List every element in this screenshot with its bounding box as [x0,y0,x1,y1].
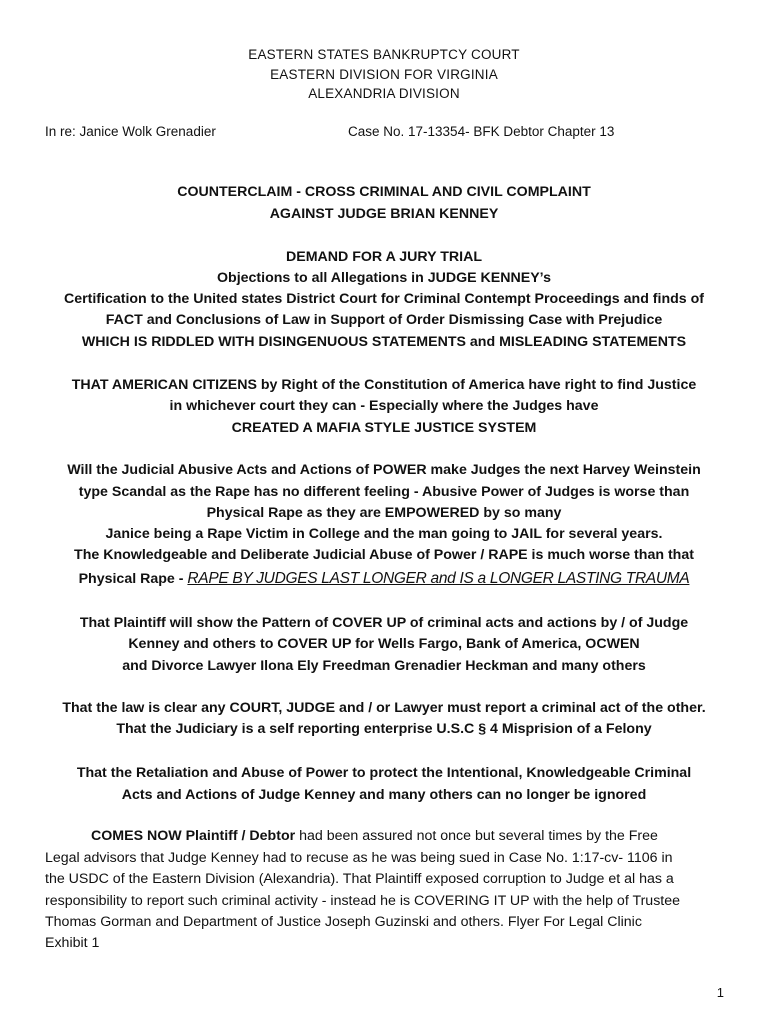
demand-line-4: FACT and Conclusions of Law in Support of Order Dismissing Case with Prejudice [105,312,663,328]
title-line-1: COUNTERCLAIM - CROSS CRIMINAL AND CIVIL COMPLAINT [177,184,591,200]
comes-now-line-1-rest: had been assured not once but several times by the Free [295,828,658,844]
coverup-line-3: and Divorce Lawyer Ilona Ely Freedman Grenadier Heckman and many others [122,658,646,674]
retaliation-line-1: That the Retaliation and Abuse of Power to protect the Intentional, Knowledgeable Criminal [76,765,692,781]
caption-in-re: In re: Janice Wolk Grenadier [45,124,216,139]
comes-now-line-1 [91,828,658,844]
page-number: 1 [716,985,724,1000]
court-header-line-3: ALEXANDRIA DIVISION [308,86,460,101]
demand-line-1: DEMAND FOR A JURY TRIAL [286,249,482,265]
rape-by-judges-emphasis: RAPE BY JUDGES LAST LONGER and IS a LONGER LASTING TRAUMA [187,570,690,587]
citizens-line-3: CREATED A MAFIA STYLE JUSTICE SYSTEM [231,420,537,436]
comes-now-line-2: Legal advisors that Judge Kenney had to recuse as he was being sued in Case No. 1:17-cv- 1106 in [45,850,673,866]
comes-now-line-3: the USDC of the Eastern Division (Alexandria). That Plaintiff exposed corruption to Judge et al has a [45,871,674,887]
retaliation-line-2: Acts and Actions of Judge Kenney and many others can no longer be ignored [121,787,647,803]
comes-now-line-5: Thomas Gorman and Department of Justice Joseph Guzinski and others. Flyer For Legal Clinic [45,914,642,930]
weinstein-line-2: type Scandal as the Rape has no different feeling - Abusive Power of Judges is worse than [78,484,690,500]
caption-case-number: Case No. 17-13354- BFK Debtor Chapter 13 [348,124,615,139]
weinstein-line-3: Physical Rape as they are EMPOWERED by so many [206,505,562,521]
citizens-line-2: in whichever court they can - Especially where the Judges have [169,398,599,414]
law-line-1: That the law is clear any COURT, JUDGE and / or Lawyer must report a criminal act of the other. [62,700,706,716]
demand-line-5: WHICH IS RIDDLED WITH DISINGENUOUS STATEMENTS and MISLEADING STATEMENTS [81,334,687,350]
coverup-line-2: Kenney and others to COVER UP for Wells Fargo, Bank of America, OCWEN [128,636,640,652]
weinstein-line-4: Janice being a Rape Victim in College and the man going to JAIL for several years. [105,526,663,542]
demand-line-2: Objections to all Allegations in JUDGE KENNEY’s [217,270,551,286]
coverup-line-1: That Plaintiff will show the Pattern of COVER UP of criminal acts and actions by / of Judge [79,615,689,631]
weinstein-line-6 [0,570,768,588]
title-line-2: AGAINST JUDGE BRIAN KENNEY [269,206,499,222]
court-header-line-2: EASTERN DIVISION FOR VIRGINIA [270,67,498,82]
demand-line-3: Certification to the United states District Court for Criminal Contempt Proceedings and finds of [63,291,705,307]
law-line-2: That the Judiciary is a self reporting enterprise U.S.C § 4 Misprision of a Felony [116,721,652,737]
comes-now-lead: COMES NOW Plaintiff / Debtor [91,828,296,844]
comes-now-line-6: Exhibit 1 [45,935,100,951]
citizens-line-1: THAT AMERICAN CITIZENS by Right of the Constitution of America have right to find Justice [71,377,697,393]
weinstein-line-1: Will the Judicial Abusive Acts and Actions of POWER make Judges the next Harvey Weinstein [67,462,701,478]
comes-now-line-4: responsibility to report such criminal activity - instead he is COVERING IT UP with the help of Trustee [45,893,681,909]
weinstein-line-5: The Knowledgeable and Deliberate Judicial Abuse of Power / RAPE is much worse than that [74,547,694,563]
court-header-line-1: EASTERN STATES BANKRUPTCY COURT [248,47,520,62]
physical-rape-prefix: Physical Rape - [78,571,188,587]
